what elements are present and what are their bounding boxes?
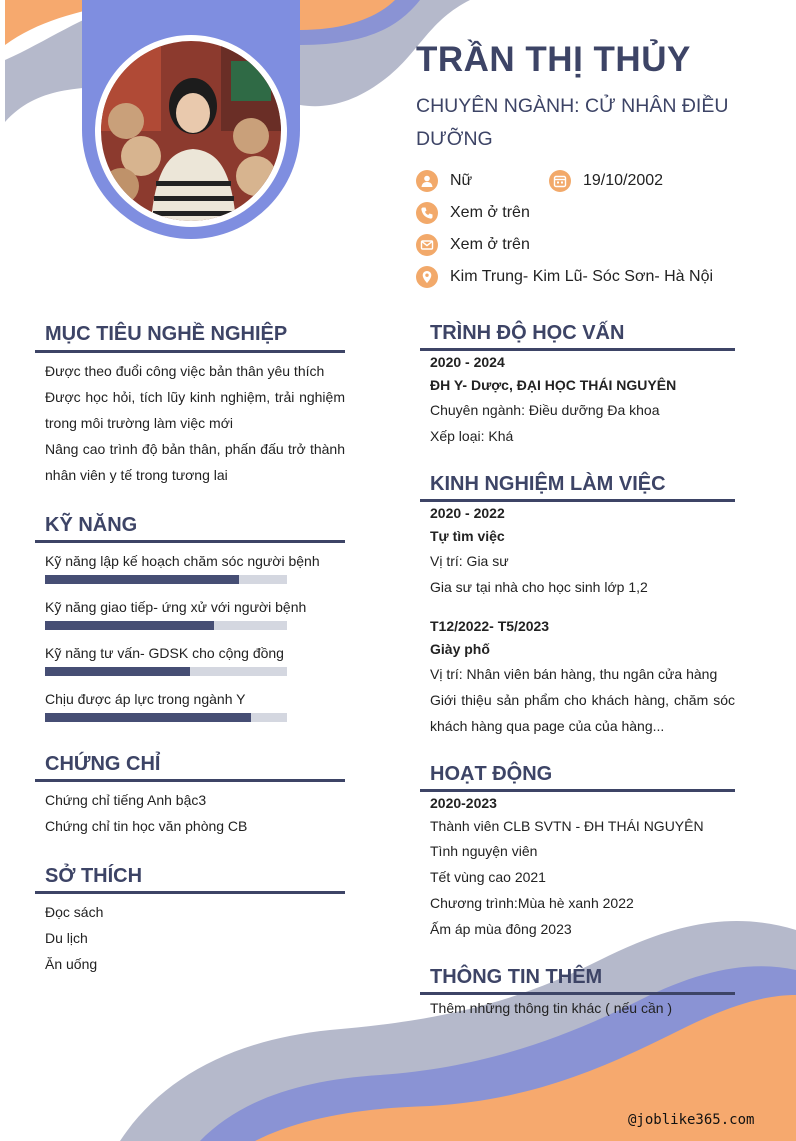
skills-divider [35,540,345,543]
skill-bar-fill [45,713,251,722]
contact-phone [416,201,530,225]
objective-title: MỤC TIÊU NGHỀ NGHIỆP [45,323,288,345]
skills-title: KỸ NĂNG [45,514,138,536]
education-title: TRÌNH ĐỘ HỌC VẤN [430,322,625,344]
skill-label: Kỹ năng giao tiếp- ứng xử với người bệnh [45,599,307,615]
activity-item: Thành viên CLB SVTN - ĐH THÁI NGUYÊN [430,818,704,834]
objective-divider [35,350,345,353]
address-value: Kim Trung- Kim Lũ- Sóc Sơn- Hà Nội [450,268,714,285]
certificates-divider [35,779,345,782]
profile-photo-icon [101,41,281,221]
watermark: @joblike365.com [628,1112,755,1128]
calendar-icon [549,170,571,192]
skill-bar [45,575,287,584]
additional-title: THÔNG TIN THÊM [430,966,603,988]
education-school: ĐH Y- Dược, ĐẠI HỌC THÁI NGUYÊN [430,377,677,393]
hobby-item: Du lịch [45,930,88,946]
contact-email [416,233,530,257]
activity-item: Ấm áp mùa đông 2023 [430,921,572,937]
skill-bar [45,621,287,630]
avatar [101,41,281,221]
location-pin-icon [416,266,438,288]
hobby-item: Ăn uống [45,956,98,972]
mail-icon [416,234,438,256]
skill-bar-fill [45,575,239,584]
skill-label: Kỹ năng tư vấn- GDSK cho cộng đồng [45,645,284,661]
experience-title: KINH NGHIỆM LÀM VIỆC [430,473,666,495]
job-description: Gia sư tại nhà cho học sinh lớp 1,2 [430,579,648,595]
candidate-major: CHUYÊN NGÀNH: CỬ NHÂN ĐIỀU DƯỠNG [416,95,729,150]
hobbies-divider [35,891,345,894]
phone-icon [416,202,438,224]
email-value: Xem ở trên [450,236,530,253]
activities-period: 2020-2023 [430,795,497,811]
hobby-item: Đọc sách [45,904,104,920]
candidate-name: TRẦN THỊ THỦY [416,40,691,79]
education-period: 2020 - 2024 [430,354,505,370]
hobbies-title: SỞ THÍCH [45,865,143,887]
birthday-value: 19/10/2002 [583,172,664,189]
skill-bar [45,667,287,676]
phone-value: Xem ở trên [450,204,530,221]
skill-bar [45,713,287,722]
education-major: Chuyên ngành: Điều dưỡng Đa khoa [430,402,660,418]
education-grade: Xếp loại: Khá [430,428,514,444]
skill-bar-fill [45,621,214,630]
certificate-item: Chứng chỉ tin học văn phòng CB [45,818,248,834]
skill-label: Chịu được áp lực trong ngành Y [45,691,246,707]
contact-address [416,265,713,289]
objective-line-1: Được theo đuổi công việc bản thân yêu thích [45,363,325,379]
contact-birthday [549,169,663,193]
certificates-title: CHỨNG CHỈ [45,753,161,775]
certificate-item: Chứng chỉ tiếng Anh bậc3 [45,792,207,808]
job-company: Tự tìm việc [430,528,505,544]
contact-gender [416,169,472,193]
job-company: Giày phố [430,641,490,657]
activity-item: Tết vùng cao 2021 [430,869,546,885]
user-icon [416,170,438,192]
job-period: 2020 - 2022 [430,505,505,521]
job-position: Vị trí: Gia sư [430,553,509,569]
job-description: Giới thiệu sản phẩm cho khách hàng, chăm sóc khách hàng qua page của của hàng... [430,692,735,734]
gender-value: Nữ [450,172,473,189]
skill-label: Kỹ năng lập kế hoạch chăm sóc người bệnh [45,553,320,569]
skill-bar-fill [45,667,190,676]
objective-line-3: Nâng cao trình độ bản thân, phấn đấu trở thành nhân viên y tế trong tương lai [45,441,345,483]
education-divider [420,348,735,351]
job-period: T12/2022- T5/2023 [430,618,550,634]
objective-line-2: Được học hỏi, tích lũy kinh nghiệm, trải nghiệm trong môi trường làm việc mới [45,389,345,431]
activity-item: Chương trình:Mùa hè xanh 2022 [430,895,634,911]
additional-divider [420,992,735,995]
job-position: Vị trí: Nhân viên bán hàng, thu ngân cửa hàng [430,666,718,682]
activities-divider [420,789,735,792]
experience-divider [420,499,735,502]
additional-text: Thêm những thông tin khác ( nếu cần ) [430,1000,673,1016]
activities-title: HOẠT ĐỘNG [430,763,553,785]
activity-item: Tình nguyện viên [430,843,538,859]
